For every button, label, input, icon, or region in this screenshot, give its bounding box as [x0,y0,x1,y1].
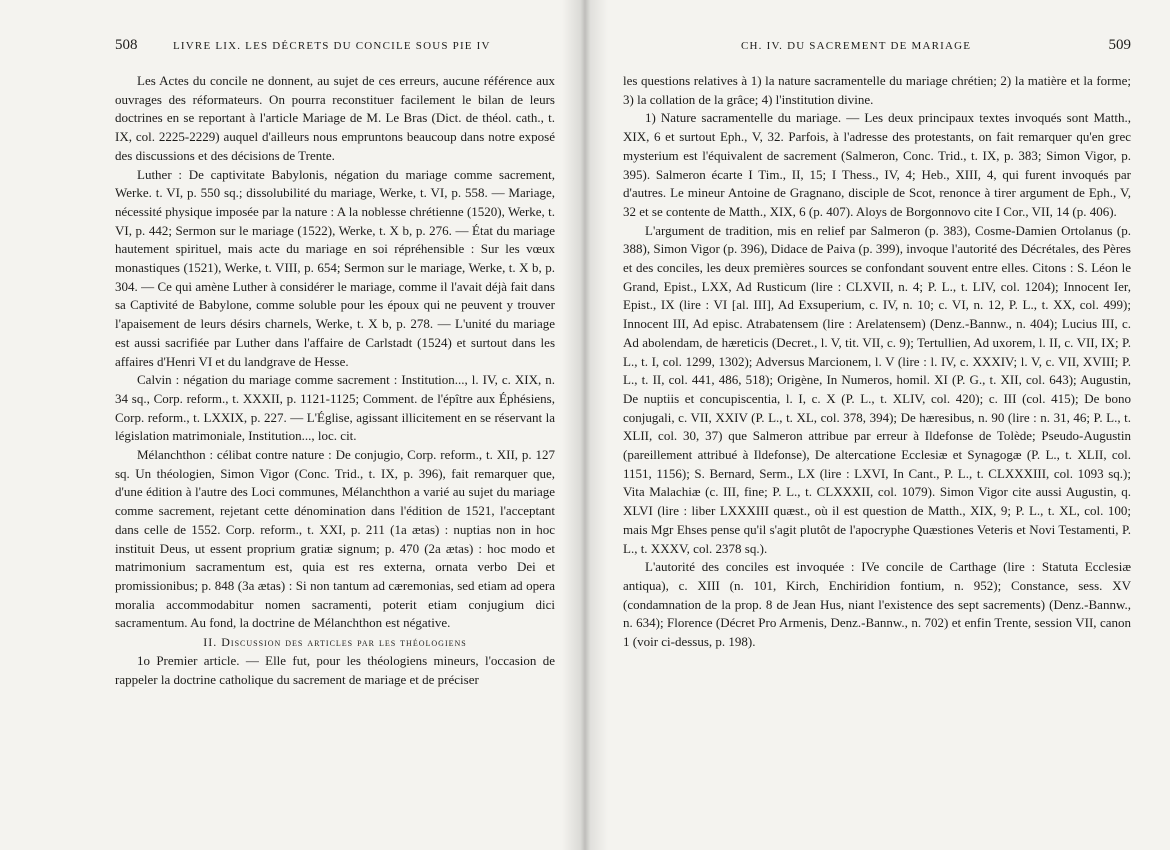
paragraph: les questions relatives à 1) la nature sacramentelle du mariage chrétien; 2) la matière et la forme; 3) la collation de la grâce; 4) l'institution divine. [623,73,1131,107]
right-text-body [623,72,1131,652]
left-running-head: LIVRE LIX. LES DÉCRETS DU CONCILE SOUS PIE IV [173,40,491,52]
right-running-header [623,37,1131,62]
paragraph: Calvin : négation du mariage comme sacrement : Institution..., l. IV, c. XIX, n. 34 sq., Corp. reform., t. XXXII, p. 1121-1125; Comment. de l'épître aux Éphésiens, Corp. reform., t. LXXIX, p. 227. — L'Église, agissant illicitement en se réservant la législation matrimoniale, Institution..., loc. cit. [115,372,555,444]
paragraph: 1o Premier article. — Elle fut, pour les théologiens mineurs, l'occasion de rappeler la doctrine catholique du sacrement de mariage et de préciser [115,652,555,687]
paragraph: Mélanchthon : célibat contre nature : De conjugio, Corp. reform., t. XII, p. 127 sq. Un théologien, Simon Vigor (Conc. Trid., t. IX, p. 396), fait remarquer que, d'une édition à l'autre des Loci communes, Mélanchthon a varié au sujet du mariage comme sacrement, rejetant cette dénomination dans l'édition de 1521, l'acceptant dans celle de 1552. Corp. reform., t. XXI, p. 211 (1a ætas) : nuptias non in hoc instituit Deus, ut essent proprium gratiæ signum; p. 470 (2a ætas) : hoc modo et matrimonium sacramentum est, quia est res externa, ornata verbo Dei et promissionibus; p. 848 (3a ætas) : Si non tantum ad cæremonias, sed etiam ad opera moralia accommodabitur nomen sacramenti, poterit etiam conjugium dici sacramentum. Au fond, la doctrine de Mélanchthon est négative. [115,447,555,631]
paragraph: L'argument de tradition, mis en relief par Salmeron (p. 383), Cosme-Damien Ortolanus (p. 388), Simon Vigor (p. 396), Didace de Paiva (p. 399), invoque l'autorité des Décrétales, des Pères et des conciles, les deux premières sources se confondant souvent entre elles. Citons : S. Léon le Grand, Epist., LXX, Ad Rusticum (lire : CLXVII, n. 4; P. L., t. LIV, col. 1204); Innocent Ier, Epist., IX (lire : VI [al. III], Ad Exsuperium, c. IV, n. 10; c. VI, n. 12, P. L., t. XX, col. 499); Innocent III, Ad episc. Atrabatensem (lire : Arelatensem) (Denz.-Bannw., n. 404); Lucius III, c. Ad abolendam, de hæreticis (Decret., l. V, tit. VII, c. 9); Tertullien, Ad uxorem, l. II, c. VII, IX; P. L., t. I, col. 1299, 1302); Adversus Marcionem, l. V (lire : l. IV, c. XXXIV; l. V, c. VII, XVIII; P. L., t. II, col. 441, 486, 518); Origène, In Numeros, homil. XI (P. G., t. XII, col. 643); Augustin, De nuptiis et concupiscentia, l. I, c. X (P. L., t. XLIV, col. 420); c. III (col. 415); De bono conjugali, c. VII, XXIV (P. L., t. XL, col. 378, 394); De hæresibus, n. 90 (lire : n. 31, 46; P. L., t. XLII, col. 30, 37) que Salmeron attribue par erreur à Ildefonse de Tolède; Pseudo-Augustin (pareillement attribué à Ildefonse), De altercatione Ecclesiæ et Synagogæ (P. L., t. XLII, col. 1151, 1156); S. Bernard, Serm., LX (lire : LXVI, In Cant., P. L., t. CLXXXIII, col. 1093 sq.); Vita Malachiæ (c. III, fine; P. L., t. CLXXXII, col. 1079). Simon Vigor cite aussi Augustin, q. XLVI (lire : liber LXXXIII quæst., où il est question de Matth., XIX, 9; P. L., t. XL, col. 100; mais Mgr Ehses pense qu'il s'agit plutôt de l'apocryphe Quæstiones Veteris et Novi Testamenti, P. L., t. XXXV, col. 2378 sq.). [623,222,1131,556]
right-running-head: CH. IV. DU SACREMENT DE MARIAGE [741,40,972,52]
left-text-body [115,72,555,689]
paragraph: 1) Nature sacramentelle du mariage. — Les deux principaux textes invoqués sont Matth., XIX, 6 et surtout Eph., V, 32. Parfois, à l'adresse des protestants, on fait remarquer qu'en grec mysterium est l'équivalent de sacrement (Salmeron, Conc. Trid., t. IX, p. 383; Simon Vigor, p. 395). Salmeron écarte I Tim., II, 15; I Thess., IV, 4; Heb., XIII, 4, qui furent invoqués par d'autres. Le mineur Antoine de Gragnano, disciple de Scot, renonce à tirer argument de Eph., V, 32 et se contente de Matth., XIX, 6 (p. 407). Aloys de Borgonnovo cite I Cor., VII, 14 (p. 406). [623,110,1131,219]
paragraph: L'autorité des conciles est invoquée : IVe concile de Carthage (lire : Statuta Ecclesiæ antiqua), c. XIII (n. 101, Kirch, Enchiridion fontium, n. 952); Constance, sess. XV (condamnation de la prop. 8 de Jean Hus, niant l'existence des sept sacrements) (Denz.-Bannw., n. 634); Florence (Décret Pro Armenis, Denz.-Bannw., n. 702) et enfin Trente, session VII, canon 1 (voir ci-dessus, p. 198). [623,559,1131,650]
left-page-number: 508 [115,37,138,53]
right-page [585,0,1170,850]
paragraph: Les Actes du concile ne donnent, au sujet de ces erreurs, aucune référence aux ouvrages des réformateurs. On pourra reconstituer facilement le bilan de leurs doctrines en se reportant à l'article Mariage de M. Le Bras (Dict. de théol. cath., t. IX, col. 2225-2229) auquel d'ailleurs nous empruntons beaucoup dans notre exposé des discussions et des décisions de Trente. [115,73,555,163]
paragraph: Luther : De captivitate Babylonis, négation du mariage comme sacrement, Werke. t. VI, p. 550 sq.; dissolubilité du mariage, Werke, t. VI, p. 558. — Mariage, nécessité physique imposée par la nature : A la noblesse chrétienne (1520), Werke, t. VI, p. 442; Sermon sur le mariage (1522), Werke, t. X b, p. 276. — État du mariage hautement spirituel, mais acte du mariage en soi répréhensible : Sur les vœux monastiques (1521), Werke, t. VIII, p. 654; Sermon sur le mariage, Werke, t. X b, p. 304. — Ce qui amène Luther à considérer le mariage, comme il l'avait déjà fait dans sa Captivité de Babylone, comme soluble pour les époux qui ne peuvent y trouver l'apaisement de leurs désirs charnels, Werke, t. X b, p. 278. — L'unité du mariage est aussi sacrifiée par Luther dans l'affaire de Carlstadt (1524) et surtout dans les affaires d'Henri VI et du landgrave de Hesse. [115,166,555,369]
section-heading: II. Discussion des articles par les théologiens [203,635,467,650]
left-running-header [115,37,555,62]
right-page-number: 509 [1108,37,1131,53]
